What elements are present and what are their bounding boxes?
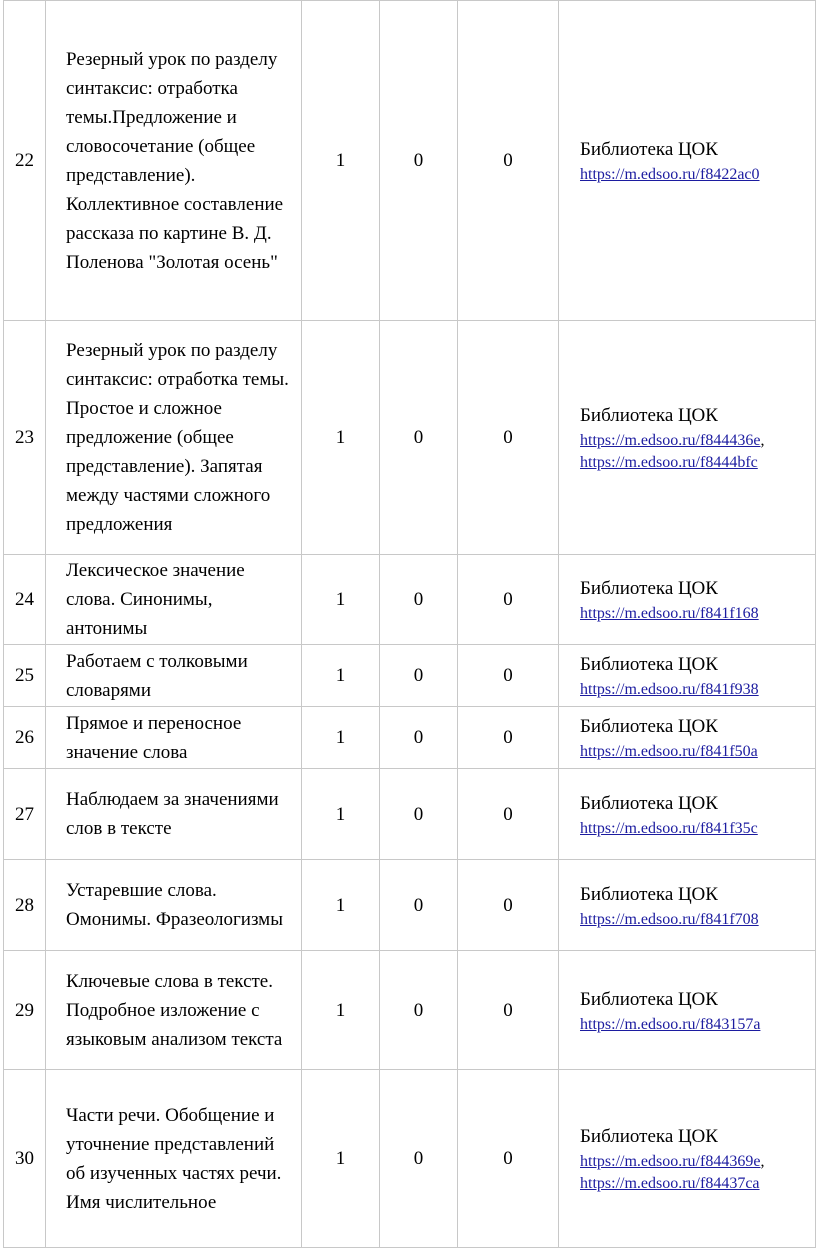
hours-total: 1 xyxy=(302,860,380,951)
hours-practice: 0 xyxy=(458,707,559,769)
hours-practice: 0 xyxy=(458,645,559,707)
hours-total: 1 xyxy=(302,555,380,645)
resource-cell xyxy=(559,1,816,321)
resource-title: Библиотека ЦОК xyxy=(580,1126,718,1147)
resource-links xyxy=(580,1151,815,1195)
table-row xyxy=(4,860,816,951)
hours-practice: 0 xyxy=(458,555,559,645)
lesson-number: 24 xyxy=(4,555,46,645)
hours-control: 0 xyxy=(380,951,458,1070)
hours-control: 0 xyxy=(380,555,458,645)
hours-practice: 0 xyxy=(458,321,559,555)
resource-cell xyxy=(559,951,816,1070)
resource-cell xyxy=(559,321,816,555)
lesson-number: 25 xyxy=(4,645,46,707)
lesson-topic: Резерный урок по разделу синтаксис: отработка темы.Предложение и словосочетание (общее представление). Коллективное составление рассказа по картине В. Д. Поленова "Золотая осень" xyxy=(46,1,302,321)
link-separator: , xyxy=(760,432,765,449)
lesson-number: 26 xyxy=(4,707,46,769)
resource-title: Библиотека ЦОК xyxy=(580,405,718,426)
lesson-topic: Ключевые слова в тексте. Подробное изложение с языковым анализом текста xyxy=(46,951,302,1070)
resource-link[interactable]: https://m.edsoo.ru/f841f168 xyxy=(580,605,759,622)
resource-links xyxy=(580,818,815,840)
table-row xyxy=(4,1070,816,1248)
hours-total: 1 xyxy=(302,707,380,769)
resource-link[interactable]: https://m.edsoo.ru/f841f35c xyxy=(580,819,758,837)
resource-title: Библиотека ЦОК xyxy=(580,988,718,1010)
hours-total: 1 xyxy=(302,321,380,555)
hours-total: 1 xyxy=(302,645,380,707)
table-row xyxy=(4,707,816,769)
resource-title: Библиотека ЦОК xyxy=(580,139,718,160)
hours-total: 1 xyxy=(302,1070,380,1248)
resource-title: Библиотека ЦОК xyxy=(580,654,718,675)
resource-link[interactable]: https://m.edsoo.ru/f843157a xyxy=(580,1015,761,1033)
lesson-topic: Прямое и переносное значение слова xyxy=(46,707,302,769)
lesson-topic: Работаем с толковыми словарями xyxy=(46,645,302,707)
resource-cell xyxy=(559,860,816,951)
resource-links xyxy=(580,430,815,474)
resource-links xyxy=(580,741,815,763)
hours-control: 0 xyxy=(380,1,458,321)
table-row xyxy=(4,769,816,860)
table-row xyxy=(4,951,816,1070)
resource-title: Библиотека ЦОК xyxy=(580,578,718,599)
resource-link[interactable]: https://m.edsoo.ru/f84437ca xyxy=(580,1175,760,1192)
lesson-number: 23 xyxy=(4,321,46,555)
hours-control: 0 xyxy=(380,1070,458,1248)
table-row xyxy=(4,645,816,707)
link-separator: , xyxy=(760,1153,765,1170)
hours-control: 0 xyxy=(380,645,458,707)
hours-practice: 0 xyxy=(458,860,559,951)
lesson-number: 22 xyxy=(4,1,46,321)
lesson-number: 27 xyxy=(4,769,46,860)
resource-link[interactable]: https://m.edsoo.ru/f844369e xyxy=(580,1153,761,1170)
resource-cell xyxy=(559,707,816,769)
hours-practice: 0 xyxy=(458,951,559,1070)
resource-link[interactable]: https://m.edsoo.ru/f841f50a xyxy=(580,743,758,760)
hours-control: 0 xyxy=(380,321,458,555)
resource-link[interactable]: https://m.edsoo.ru/f841f938 xyxy=(580,681,759,698)
lesson-number: 29 xyxy=(4,951,46,1070)
hours-control: 0 xyxy=(380,860,458,951)
resource-title: Библиотека ЦОК xyxy=(580,716,718,737)
lesson-topic: Наблюдаем за значениями слов в тексте xyxy=(46,769,302,860)
hours-control: 0 xyxy=(380,707,458,769)
resource-cell xyxy=(559,769,816,860)
resource-link[interactable]: https://m.edsoo.ru/f844436e xyxy=(580,432,761,449)
hours-total: 1 xyxy=(302,1,380,321)
lesson-number: 28 xyxy=(4,860,46,951)
table-row xyxy=(4,321,816,555)
resource-title: Библиотека ЦОК xyxy=(580,883,718,905)
resource-cell xyxy=(559,555,816,645)
resource-link[interactable]: https://m.edsoo.ru/f841f708 xyxy=(580,910,759,928)
lessons-table xyxy=(3,0,816,1248)
hours-total: 1 xyxy=(302,951,380,1070)
hours-total: 1 xyxy=(302,769,380,860)
resource-links xyxy=(580,909,815,931)
hours-control: 0 xyxy=(380,769,458,860)
resource-cell xyxy=(559,1070,816,1248)
hours-practice: 0 xyxy=(458,1,559,321)
resource-title: Библиотека ЦОК xyxy=(580,792,718,814)
resource-cell xyxy=(559,645,816,707)
table-row xyxy=(4,555,816,645)
lesson-number: 30 xyxy=(4,1070,46,1248)
resource-links xyxy=(580,1014,815,1036)
lesson-topic: Части речи. Обобщение и уточнение представлений об изученных частях речи. Имя числительное xyxy=(46,1070,302,1248)
lesson-topic: Устаревшие слова. Омонимы. Фразеологизмы xyxy=(46,860,302,951)
resource-links xyxy=(580,679,815,701)
resource-links xyxy=(580,603,815,625)
hours-practice: 0 xyxy=(458,769,559,860)
lesson-topic: Резерный урок по разделу синтаксис: отработка темы. Простое и сложное предложение (общее представление). Запятая между частями сложного предложения xyxy=(46,321,302,555)
resource-link[interactable]: https://m.edsoo.ru/f8422ac0 xyxy=(580,166,760,183)
hours-practice: 0 xyxy=(458,1070,559,1248)
lesson-topic: Лексическое значение слова. Синонимы, антонимы xyxy=(46,555,302,645)
lessons-table-body xyxy=(4,1,816,1248)
resource-link[interactable]: https://m.edsoo.ru/f8444bfc xyxy=(580,454,758,471)
table-row xyxy=(4,1,816,321)
resource-links xyxy=(580,164,815,186)
